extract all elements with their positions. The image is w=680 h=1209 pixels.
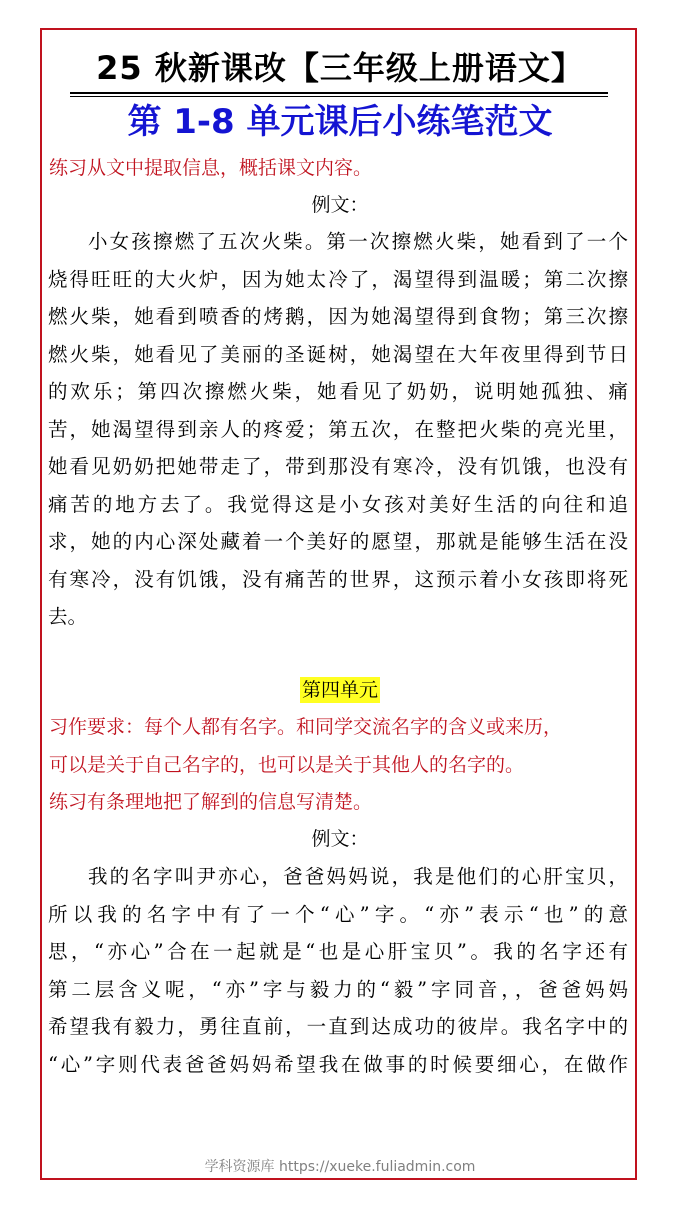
text-line: 我的名字叫尹亦心，爸爸妈妈说，我是他们的心肝宝贝， xyxy=(88,865,628,888)
text-line: 烧得旺旺的大火炉，因为她太冷了，渴望得到温暖；第二次擦 xyxy=(48,267,628,291)
text-line: 有寒冷，没有饥饿，没有痛苦的世界，这预示着小女孩即将死 xyxy=(48,567,628,591)
section2-requirement-line: 习作要求：每个人都有名字。和同学交流名字的含义或来历， xyxy=(49,716,563,738)
text-line: 苦，她渴望得到亲人的疼爱；第五次，在整把火柴的亮光里， xyxy=(48,417,628,441)
unit-label: 第四单元 xyxy=(301,679,378,701)
section2-requirement-line: 练习有条理地把了解到的信息写清楚。 xyxy=(49,791,373,813)
page-subtitle: 第 1-8 单元课后小练笔范文 xyxy=(127,102,553,142)
unit-heading xyxy=(0,675,680,705)
text-line: 第二层含义呢，“亦”字与毅力的“毅”字同音，，爸爸妈妈 xyxy=(48,977,628,1001)
text-line: “心”字则代表爸爸妈妈希望我在做事的时候要细心，在做作 xyxy=(48,1052,628,1076)
text-line: 去。 xyxy=(48,605,88,628)
section2-example-text xyxy=(48,858,628,1083)
text-line: 她看见奶奶把她带走了，带到那没有寒冷，没有饥饿，也没有 xyxy=(48,455,628,478)
text-line: 所以我的名字中有了一个“心”字。“亦”表示“也”的意 xyxy=(48,902,628,926)
section2-example-label: 例文： xyxy=(311,828,369,850)
text-line: 小女孩擦燃了五次火柴。第一次擦燃火柴，她看到了一个 xyxy=(88,230,628,253)
title-underline xyxy=(70,92,608,94)
page-title: 25 秋新课改【三年级上册语文】 xyxy=(96,49,584,87)
text-line: 燃火柴，她看见了美丽的圣诞树，她渴望在大年夜里得到节日 xyxy=(48,342,628,366)
section1-requirement: 练习从文中提取信息，概括课文内容。 xyxy=(49,157,373,179)
text-line: 燃火柴，她看到喷香的烤鹅，因为她渴望得到食物；第三次擦 xyxy=(48,305,628,328)
text-line: 求，她的内心深处藏着一个美好的愿望，那就是能够生活在没 xyxy=(48,530,628,553)
text-line: 思，“亦心”合在一起就是“也是心肝宝贝”。我的名字还有 xyxy=(48,940,628,963)
text-line: 的欢乐；第四次擦燃火柴，她看见了奶奶，说明她孤独、痛 xyxy=(48,380,628,403)
section1-example-text xyxy=(48,223,628,636)
text-line: 痛苦的地方去了。我觉得这是小女孩对美好生活的向往和追 xyxy=(48,492,628,516)
title-underline-thin xyxy=(70,96,608,97)
section1-example-label: 例文： xyxy=(311,194,369,216)
footer-watermark: 学科资源库 https://xueke.fuliadmin.com xyxy=(204,1159,476,1175)
text-line: 希望我有毅力，勇往直前，一直到达成功的彼岸。我名字中的 xyxy=(48,1015,628,1038)
section2-requirement-line: 可以是关于自己名字的，也可以是关于其他人的名字的。 xyxy=(49,754,525,776)
